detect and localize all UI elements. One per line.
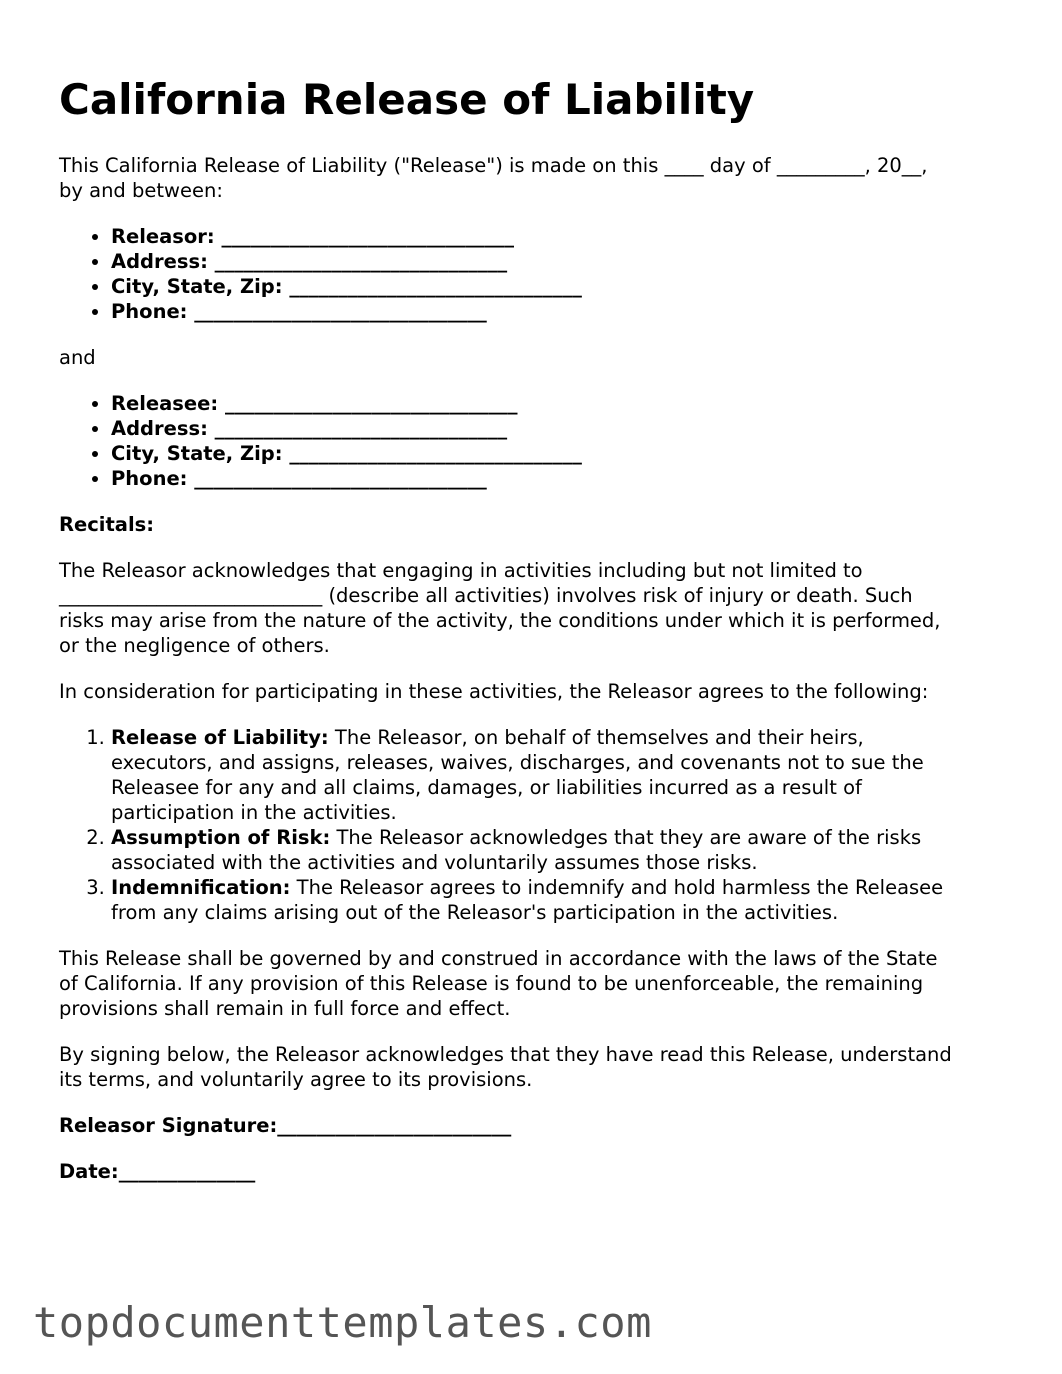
releasor-signature-line: Releasor Signature:________________________ [59, 1114, 512, 1137]
releasee-phone-field: • Phone: ______________________________ [111, 466, 1019, 491]
releasee-city-state-zip-field: • City, State, Zip: ______________________________ [111, 441, 1019, 466]
intro-line-1: This California Release of Liability ("Release") is made on this ____ day of _________, 20__, [59, 154, 928, 177]
releasee-field-list [59, 391, 1019, 491]
date-line: Date:______________ [59, 1160, 256, 1183]
document-body [59, 153, 1019, 1205]
releasor-address-field: • Address: ______________________________ [111, 249, 1019, 274]
term-indemnification: 3. Indemnification: The Releasor agrees to indemnify and hold harmless the Releasee from any claims arising out of the Releasor's participation in the activities. [111, 875, 1019, 925]
releasee-name-field: • Releasee: ______________________________ [111, 391, 1019, 416]
term-release-of-liability: 1. Release of Liability: The Releasor, on behalf of themselves and their heirs, executors, and assigns, releases, waives, discharges, and covenants not to sue the Releasee for any and all claims, damages, or liabilities incurred as a result of participation in the activities. [111, 725, 1019, 825]
intro-line-2: by and between: [59, 179, 223, 202]
recitals-heading: Recitals: [59, 513, 155, 536]
document-title: California Release of Liability [59, 75, 755, 124]
and-connector: and [59, 346, 96, 369]
consideration-paragraph: In consideration for participating in these activities, the Releasor agrees to the following: [59, 680, 929, 703]
acknowledgement-paragraph: By signing below, the Releasor acknowledges that they have read this Release, understand its terms, and voluntarily agree to its provisions. [59, 1043, 952, 1091]
watermark-text: topdocumenttemplates.com [33, 1298, 652, 1347]
recitals-paragraph: The Releasor acknowledges that engaging in activities including but not limited to ___________________________ (describe all activities) involves risk of injury or death. Such risks may arise from the nature of the activity, the conditions under which it is performed, or the negligence of others. [59, 559, 941, 657]
releasor-city-state-zip-field: • City, State, Zip: ______________________________ [111, 274, 1019, 299]
releasor-phone-field: • Phone: ______________________________ [111, 299, 1019, 324]
intro-paragraph [59, 153, 1019, 203]
releasor-field-list [59, 224, 1019, 324]
governing-law-paragraph: This Release shall be governed by and construed in accordance with the laws of the State of California. If any provision of this Release is found to be unenforceable, the remaining provisions shall remain in full force and effect. [59, 947, 938, 1020]
terms-list [59, 725, 1019, 925]
term-assumption-of-risk: 2. Assumption of Risk: The Releasor acknowledges that they are aware of the risks associated with the activities and voluntarily assumes those risks. [111, 825, 1019, 875]
releasee-address-field: • Address: ______________________________ [111, 416, 1019, 441]
releasor-name-field: • Releasor: ______________________________ [111, 224, 1019, 249]
